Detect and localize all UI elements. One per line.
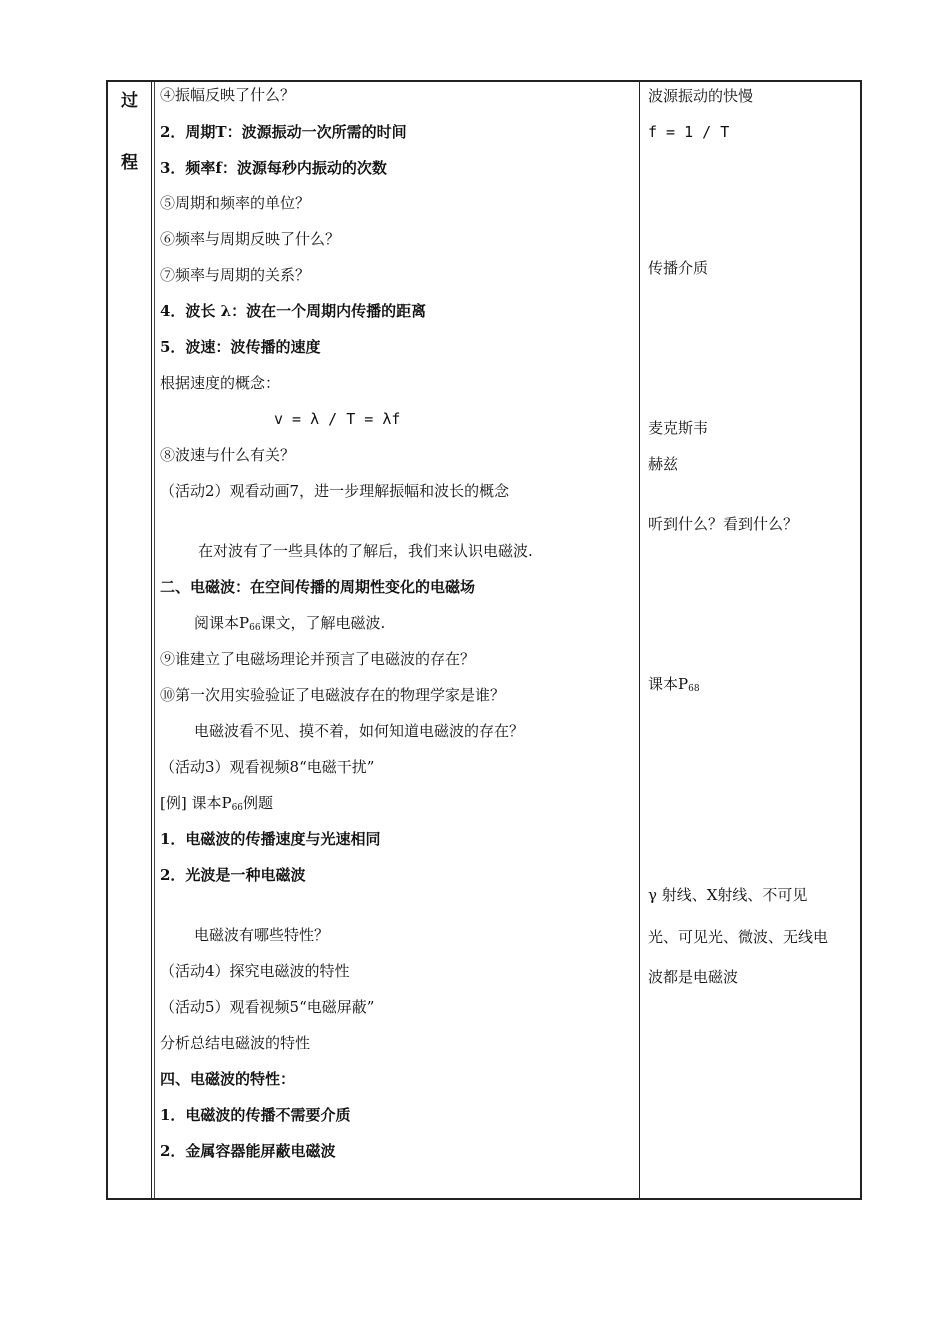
column-divider — [639, 82, 640, 1198]
reading-assignment: 阅课本$P_{66}$课文，了解电磁波. — [194, 614, 386, 633]
side-label-char: 程 — [121, 153, 138, 173]
wave-speed-formula: v = λ / T = λf — [274, 410, 401, 428]
em-point-1: 1．电磁波的传播速度与光速相同 — [160, 830, 381, 848]
question-6: ⑥频率与周期反映了什么？ — [160, 230, 341, 248]
em-invisible-question: 电磁波看不见、摸不着，如何知道电磁波的存在？ — [194, 722, 525, 740]
question-10: ⑩第一次用实验验证了电磁波存在的物理学家是谁？ — [160, 686, 506, 704]
note-spectrum-1: γ 射线、X射线、不可见 — [648, 886, 808, 904]
note-hertz: 赫兹 — [648, 455, 679, 473]
example-reference: [例] 课本$P_{66}$例题 — [160, 794, 274, 813]
speed-concept: 根据速度的概念： — [160, 374, 281, 392]
note-medium: 传播介质 — [648, 259, 709, 277]
activity-3: （活动3）观看视频8“电磁干扰” — [160, 758, 375, 776]
question-7: ⑦频率与周期的关系？ — [160, 266, 311, 284]
period-definition: 2．周期T：波源振动一次所需的时间 — [160, 123, 407, 141]
column-divider — [151, 82, 152, 1198]
note-maxwell: 麦克斯韦 — [648, 419, 709, 437]
wave-speed-definition: 5．波速：波传播的速度 — [160, 338, 321, 356]
frequency-definition: 3．频率f：波源每秒内振动的次数 — [160, 159, 387, 177]
column-divider — [154, 82, 155, 1198]
property-2: 2．金属容器能屏蔽电磁波 — [160, 1142, 336, 1160]
note-spectrum-3: 波都是电磁波 — [648, 968, 739, 986]
activity-4: （活动4）探究电磁波的特性 — [160, 962, 350, 980]
section-4-heading: 四、电磁波的特性： — [160, 1070, 296, 1088]
side-label-char: 过 — [121, 91, 138, 111]
section-2-heading: 二、电磁波：在空间传播的周期性变化的电磁场 — [160, 578, 476, 596]
em-point-2: 2．光波是一种电磁波 — [160, 866, 306, 884]
lesson-table — [106, 80, 862, 1200]
note-frequency-formula: f = 1 / T — [648, 123, 730, 141]
note-hear-see: 听到什么？看到什么？ — [648, 515, 799, 533]
em-intro: 在对波有了一些具体的了解后，我们来认识电磁波. — [198, 542, 533, 560]
question-5: ⑤周期和频率的单位？ — [160, 194, 311, 212]
note-vibration-rate: 波源振动的快慢 — [648, 87, 754, 105]
question-4: ④振幅反映了什么？ — [160, 86, 296, 104]
activity-5: （活动5）观看视频5“电磁屏蔽” — [160, 998, 375, 1016]
analyze-summary: 分析总结电磁波的特性 — [160, 1034, 311, 1052]
em-properties-question: 电磁波有哪些特性？ — [194, 926, 330, 944]
wavelength-definition: 4．波长 λ：波在一个周期内传播的距离 — [160, 302, 427, 320]
question-8: ⑧波速与什么有关？ — [160, 446, 296, 464]
note-textbook-page: 课本$P_{68}$ — [648, 675, 700, 694]
property-1: 1．电磁波的传播不需要介质 — [160, 1106, 351, 1124]
note-spectrum-2: 光、可见光、微波、无线电 — [648, 928, 829, 946]
question-9: ⑨谁建立了电磁场理论并预言了电磁波的存在？ — [160, 650, 476, 668]
activity-2: （活动2）观看动画7，进一步理解振幅和波长的概念 — [160, 482, 510, 500]
